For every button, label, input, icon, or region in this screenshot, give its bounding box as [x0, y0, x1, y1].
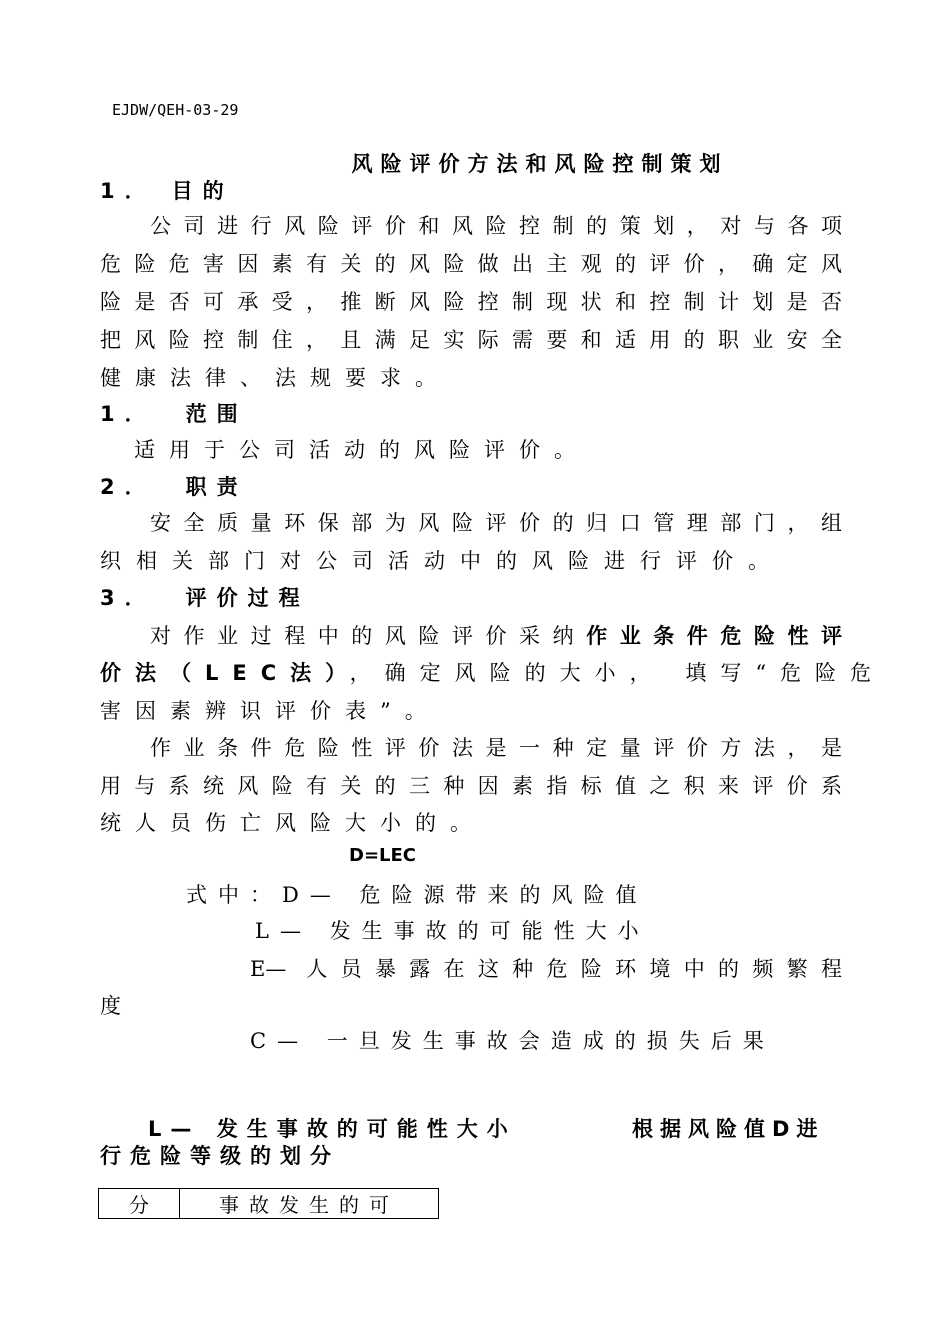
section-heading-scope — [100, 398, 248, 428]
paragraph-line: 险是否可承受，推断风险控制现状和控制计划是否 — [100, 290, 842, 314]
subheading-likelihood: L— 发生事故的可能性大小 — [148, 1117, 517, 1141]
section-heading-duties — [100, 471, 248, 501]
text-bold-method: 价法（LEC法） — [100, 661, 350, 685]
definition-e-continued: 度 — [100, 994, 121, 1018]
paragraph-line: 统人员伤亡风险大小的。 — [100, 811, 485, 835]
text-bold-method: 作业条件危险性评 — [586, 624, 843, 648]
document-number: EJDW/QEH-03-29 — [112, 101, 239, 119]
table-header-cell: 分 — [99, 1189, 180, 1219]
section-heading-process — [100, 582, 310, 612]
paragraph-line: 织相关部门对公司活动中的风险进行评价。 — [100, 549, 784, 573]
table-header-cell: 事故发生的可 — [180, 1189, 439, 1219]
paragraph-line: 危险危害因素有关的风险做出主观的评价，确定风 — [100, 252, 842, 276]
paragraph-line — [100, 657, 885, 687]
definition-d: 式中：D— 危险源带来的风险值 — [186, 883, 648, 907]
paragraph-line: 健康法律、法规要求。 — [100, 366, 450, 390]
section-number: 3． — [100, 586, 156, 610]
paragraph-line: 适用于公司活动的风险评价。 — [134, 438, 589, 462]
paragraph-line: 把风险控制住，且满足实际需要和适用的职业安全 — [100, 328, 842, 352]
definition-c: C— 一旦发生事故会造成的损失后果 — [250, 1029, 775, 1053]
definition-l: L— 发生事故的可能性大小 — [255, 919, 650, 943]
section-number: 1． — [100, 402, 156, 426]
paragraph-line: 公司进行风险评价和风险控制的策划，对与各项 — [150, 214, 842, 238]
section-number: 2． — [100, 475, 156, 499]
paragraph-line: 害因素辨识评价表”。 — [100, 699, 440, 723]
section-title: 范围 — [185, 402, 248, 426]
table-row — [99, 1189, 439, 1219]
section-title: 评价过程 — [185, 586, 310, 610]
document-title: 风险评价方法和风险控制策划 — [351, 152, 729, 176]
formula: D=LEC — [349, 845, 416, 866]
subheading-risk-level: 根据风险值D进 — [632, 1117, 825, 1141]
text-normal: ，确定风险的大小， 填写“危险危 — [349, 661, 886, 685]
subheading-risk-level-continued: 行危险等级的划分 — [100, 1144, 340, 1168]
likelihood-table — [98, 1188, 439, 1219]
section-heading-purpose — [100, 175, 234, 205]
paragraph-line: 安全质量环保部为风险评价的归口管理部门，组 — [150, 511, 842, 535]
section-number: 1． — [100, 179, 156, 203]
section-title: 职责 — [185, 475, 248, 499]
section-title: 目的 — [171, 179, 234, 203]
text-normal: 对作业过程中的风险评价采纳 — [150, 624, 587, 648]
paragraph-line — [150, 620, 842, 650]
definition-e: E— 人员暴露在这种危险环境中的频繁程 — [250, 957, 842, 981]
paragraph-line: 用与系统风险有关的三种因素指标值之积来评价系 — [100, 774, 842, 798]
paragraph-line: 作业条件危险性评价法是一种定量评价方法，是 — [150, 736, 842, 760]
